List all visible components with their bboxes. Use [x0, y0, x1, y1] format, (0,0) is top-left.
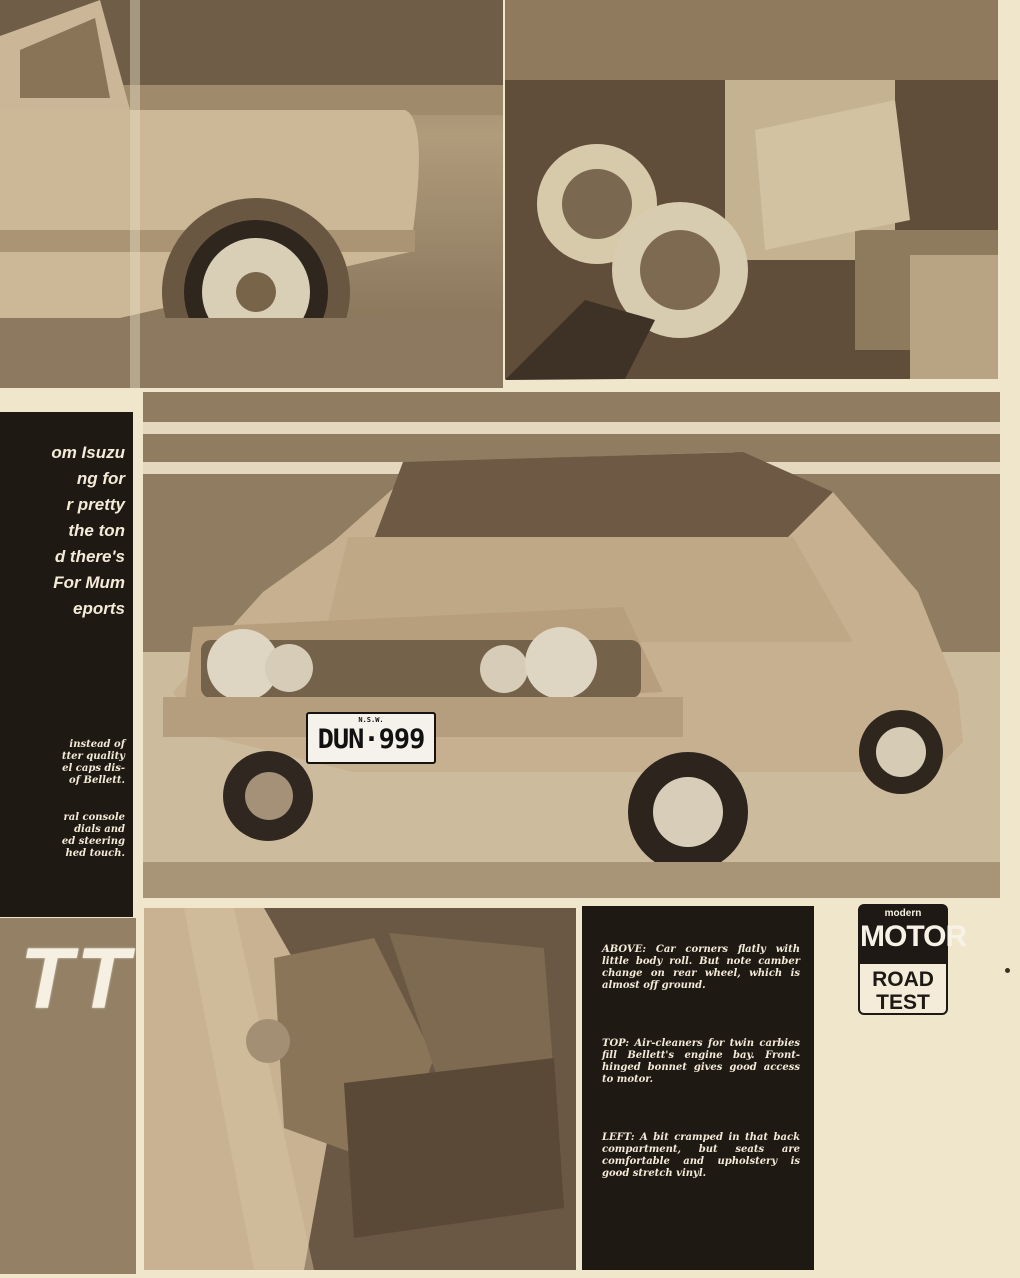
- interior-seats-illustration: [144, 908, 576, 1270]
- main-car-photo: [143, 392, 1000, 898]
- license-plate: [306, 712, 436, 764]
- badge-line-1: modern: [884, 908, 922, 919]
- plate-number: DUN·999: [317, 724, 425, 755]
- badge-footer: [860, 964, 946, 1014]
- car-front-wheel-photo: [0, 0, 503, 388]
- photo-captions-panel: [582, 906, 814, 1270]
- article-dek: om Isuzu ng for r pretty the ton d there's For Mum eports: [51, 443, 125, 618]
- plate-state: N.S.W.: [358, 716, 384, 724]
- badge-line-4: TEST: [876, 991, 930, 1014]
- engine-bay-illustration: [505, 0, 998, 379]
- badge-line-3: ROAD: [872, 968, 934, 991]
- caption-fragment-2: ral console dials and ed steering hed touch.: [61, 812, 125, 859]
- caption-left: LEFT: A bit cramped in that back compartment, but seats are comfortable and upholstery is good stretch vinyl.: [602, 1132, 800, 1179]
- caption-fragment-1: instead of tter quality el caps dis- of Bellett.: [61, 739, 125, 786]
- road-test-badge: [858, 904, 967, 1015]
- caption-top: TOP: Air-cleaners for twin carbies fill Bellett's engine bay. Front-hinged bonnet gives good access to motor.: [602, 1038, 800, 1085]
- interior-seats-photo: [144, 908, 576, 1270]
- paper-mark: [1005, 968, 1010, 973]
- article-dek-panel: [0, 412, 133, 917]
- car-front-wheel-illustration: [0, 0, 503, 388]
- badge-line-2: MOTOR: [860, 920, 967, 953]
- badge-header: [860, 906, 967, 964]
- caption-above: ABOVE: Car corners flatly with little body roll. But note camber change on rear wheel, which is almost off ground.: [602, 944, 800, 991]
- engine-bay-photo: [505, 0, 998, 379]
- main-car-illustration: [143, 392, 1000, 898]
- title-fragment: TT: [20, 931, 134, 1027]
